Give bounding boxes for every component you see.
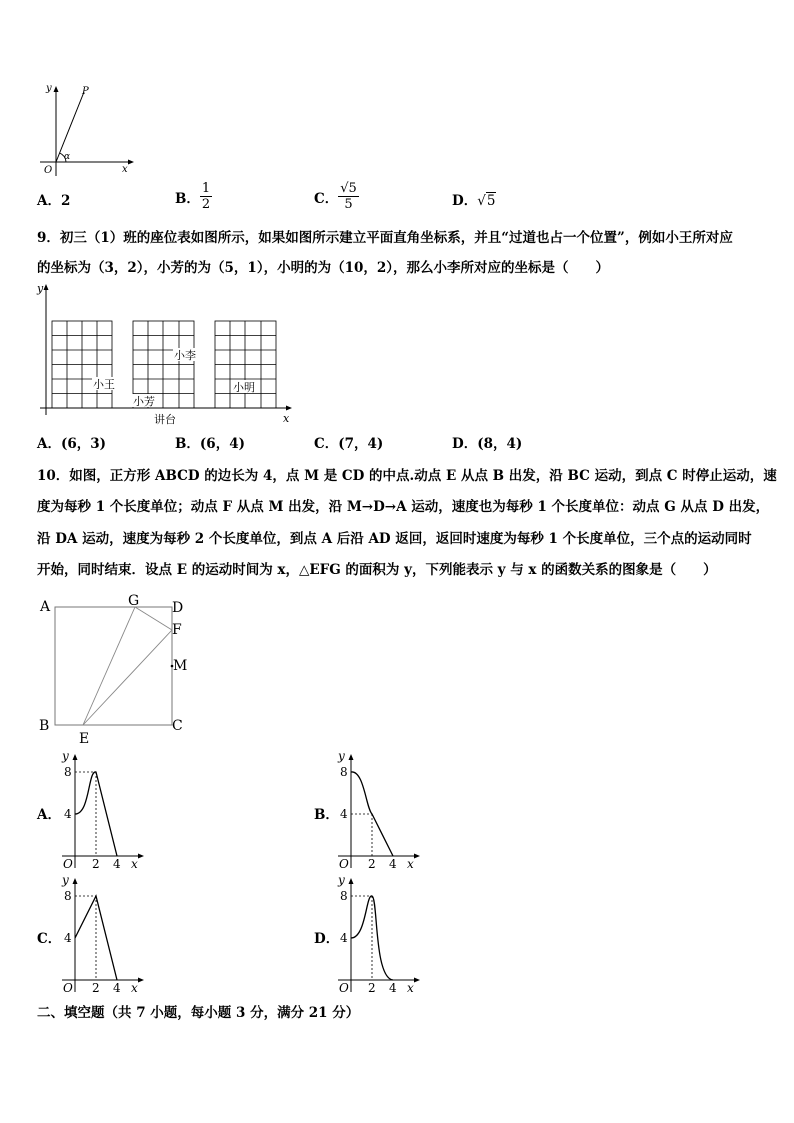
svg-text:O: O — [339, 857, 349, 871]
svg-text:8: 8 — [64, 765, 72, 779]
q8-option-a-letter: A． — [37, 193, 61, 209]
q10-square-abcd — [55, 607, 172, 725]
q8-option-a[interactable] — [37, 191, 70, 211]
svg-text:8: 8 — [340, 889, 348, 903]
svg-text:y: y — [62, 874, 69, 887]
svg-text:y: y — [338, 874, 345, 887]
q10-label-c: C — [172, 718, 183, 734]
q10-segment-gf — [135, 607, 172, 630]
q10-option-d-label: D． — [314, 931, 340, 947]
q10-text-line-1: 10．如图，正方形 ABCD 的边长为 4，点 M 是 CD 的中点.动点 E 从点 B 出发，沿 BC 运动，到点 C 时停止运动，速 — [37, 468, 777, 484]
q9-label-xiaoli: 小李 — [174, 349, 196, 362]
q10-option-c-graph[interactable] — [60, 874, 144, 996]
q8-x-arrow — [128, 160, 134, 165]
q9-text-line-2: 的坐标为（3，2），小芳的为（5，1），小明的为（10，2），那么小李所对应的坐标是（ ） — [37, 260, 610, 276]
section-2-heading: 二、填空题（共 7 小题，每小题 3 分，满分 21 分） — [37, 1005, 360, 1021]
q10-text-line-4: 开始，同时结束．设点 E 的运动时间为 x，△EFG 的面积为 y，下列能表示 y 与 x 的函数关系的图象是（ ） — [37, 562, 717, 578]
svg-text:2: 2 — [92, 981, 100, 995]
q9-option-a[interactable]: A．(6，3) — [37, 436, 107, 452]
q8-angle-figure — [36, 80, 136, 180]
q9-seat-block-left — [52, 321, 112, 408]
svg-text:4: 4 — [113, 857, 121, 871]
q10-segment-ef — [83, 630, 172, 725]
q8-origin-label: O — [44, 165, 53, 176]
svg-text:4: 4 — [340, 931, 348, 945]
svg-text:y: y — [338, 750, 345, 763]
q10-text-line-2: 度为每秒 1 个长度单位；动点 F 从点 M 出发，沿 M→D→A 运动，速度也为每秒 1 个长度单位：动点 G 从点 D 出发， — [37, 499, 770, 515]
q8-option-d-letter: D． — [452, 193, 478, 209]
q8-option-a-value: 2 — [60, 193, 71, 209]
q8-option-d-radicand: 5 — [486, 193, 496, 209]
svg-text:x: x — [407, 857, 414, 871]
svg-text:4: 4 — [340, 807, 348, 821]
svg-text:8: 8 — [64, 889, 72, 903]
q8-option-b-denominator: 2 — [201, 197, 211, 212]
q10-option-c-label: C． — [37, 931, 62, 947]
q8-option-c-letter: C． — [314, 190, 339, 207]
q10-label-f: F — [172, 622, 182, 638]
q10-label-m: M — [173, 658, 188, 674]
q8-option-c-denominator: 5 — [344, 197, 353, 212]
q9-seating-figure — [36, 280, 300, 428]
svg-text:4: 4 — [389, 981, 397, 995]
svg-text:O: O — [63, 981, 73, 995]
q8-option-c-radicand: 5 — [348, 181, 357, 196]
svg-text:4: 4 — [389, 857, 397, 871]
q8-option-b-numerator: 1 — [201, 181, 211, 196]
q9-label-xiaowang: 小王 — [93, 378, 115, 391]
q9-seat-block-right — [215, 321, 276, 408]
svg-text:4: 4 — [64, 807, 72, 821]
q10-label-d: D — [172, 600, 184, 616]
sqrt-icon: √ — [477, 193, 486, 209]
q8-option-b-fraction — [200, 181, 212, 212]
q10-label-a: A — [40, 599, 51, 615]
q10-option-a-label: A． — [37, 807, 61, 823]
q8-x-label: x — [122, 164, 128, 175]
q9-y-arrow — [44, 284, 49, 290]
q10-option-a-graph[interactable] — [60, 750, 144, 872]
q8-option-d[interactable] — [452, 191, 496, 211]
q10-label-b: B — [39, 718, 50, 734]
svg-text:x: x — [407, 981, 414, 995]
svg-text:O: O — [339, 981, 349, 995]
q8-option-b-letter: B． — [175, 190, 200, 207]
svg-text:y: y — [62, 750, 69, 763]
q9-label-xiaoming: 小明 — [233, 381, 255, 394]
q8-option-c-fraction — [338, 181, 359, 212]
q9-label-podium: 讲台 — [154, 413, 176, 426]
svg-text:2: 2 — [368, 857, 376, 871]
q8-option-c[interactable] — [314, 181, 359, 212]
q8-y-label: y — [46, 83, 52, 94]
q9-x-arrow — [286, 406, 292, 411]
q10-square-figure — [36, 592, 196, 748]
svg-text:x: x — [131, 857, 138, 871]
svg-text:x: x — [131, 981, 138, 995]
svg-text:8: 8 — [340, 765, 348, 779]
q10-option-b-label: B． — [314, 807, 339, 823]
svg-text:2: 2 — [368, 981, 376, 995]
q10-label-g: G — [128, 593, 140, 609]
q9-option-c[interactable]: C．(7，4) — [314, 436, 384, 452]
q10-segment-eg — [83, 607, 135, 725]
q10-option-b-graph[interactable] — [336, 750, 420, 872]
q10-option-d-graph[interactable] — [336, 874, 420, 996]
q8-p-label: P — [82, 86, 89, 97]
q8-alpha-label: α — [64, 152, 71, 162]
q10-text-line-3: 沿 DA 运动，速度为每秒 2 个长度单位，到点 A 后沿 AD 返回，返回时速度为每秒 1 个长度单位，三个点的运动同时 — [37, 531, 752, 547]
svg-text:O: O — [63, 857, 73, 871]
svg-text:4: 4 — [113, 981, 121, 995]
sqrt-icon: √ — [340, 181, 349, 196]
q9-x-label: x — [283, 412, 290, 425]
svg-text:4: 4 — [64, 931, 72, 945]
q9-option-b[interactable]: B．(6，4) — [175, 436, 245, 452]
q10-label-e: E — [79, 731, 90, 747]
q8-option-b[interactable] — [175, 181, 212, 212]
q8-y-arrow — [54, 86, 59, 92]
q9-text-line-1: 9．初三（1）班的座位表如图所示，如果如图所示建立平面直角坐标系，并且“过道也占一个位置”，例如小王所对应 — [37, 230, 733, 246]
q9-y-label: y — [37, 282, 44, 295]
svg-text:2: 2 — [92, 857, 100, 871]
q9-label-xiaofang: 小芳 — [133, 395, 155, 408]
q9-option-d[interactable]: D．(8，4) — [452, 436, 523, 452]
